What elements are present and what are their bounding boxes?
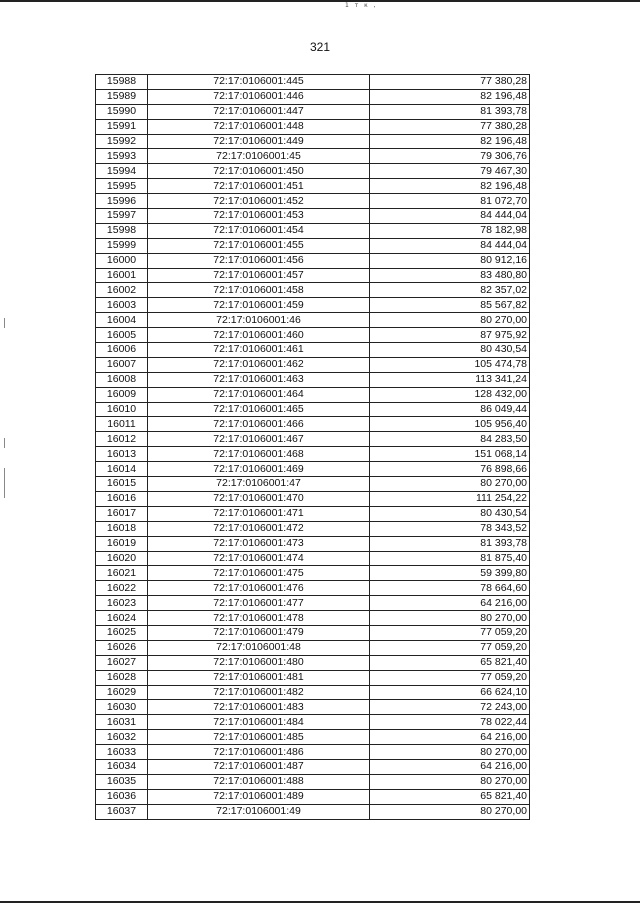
cadastral-number-cell: 72:17:0106001:475	[148, 566, 370, 581]
row-number-cell: 16014	[96, 462, 148, 477]
table-row	[96, 596, 530, 611]
table-row	[96, 521, 530, 536]
table-row	[96, 134, 530, 149]
cadastral-value-cell: 80 912,16	[370, 253, 530, 268]
cadastral-number-cell: 72:17:0106001:449	[148, 134, 370, 149]
table-row	[96, 745, 530, 760]
cadastral-number-cell: 72:17:0106001:478	[148, 611, 370, 626]
cadastral-value-cell: 77 059,20	[370, 625, 530, 640]
row-number-cell: 16016	[96, 491, 148, 506]
cadastral-value-cell: 66 624,10	[370, 685, 530, 700]
row-number-cell: 16013	[96, 447, 148, 462]
cadastral-number-cell: 72:17:0106001:474	[148, 551, 370, 566]
cadastral-number-cell: 72:17:0106001:483	[148, 700, 370, 715]
row-number-cell: 15994	[96, 164, 148, 179]
row-number-cell: 16020	[96, 551, 148, 566]
cadastral-number-cell: 72:17:0106001:453	[148, 209, 370, 224]
table-row	[96, 462, 530, 477]
table-row	[96, 238, 530, 253]
cadastral-value-cell: 80 270,00	[370, 477, 530, 492]
table-row	[96, 759, 530, 774]
cadastral-value-cell: 64 216,00	[370, 759, 530, 774]
cadastral-number-cell: 72:17:0106001:446	[148, 89, 370, 104]
cadastral-number-cell: 72:17:0106001:470	[148, 491, 370, 506]
table-row	[96, 89, 530, 104]
row-number-cell: 16000	[96, 253, 148, 268]
cadastral-number-cell: 72:17:0106001:473	[148, 536, 370, 551]
cadastral-number-cell: 72:17:0106001:448	[148, 119, 370, 134]
table-row	[96, 506, 530, 521]
row-number-cell: 16018	[96, 521, 148, 536]
cadastral-number-cell: 72:17:0106001:464	[148, 387, 370, 402]
row-number-cell: 16026	[96, 640, 148, 655]
row-number-cell: 16037	[96, 804, 148, 819]
cadastral-value-cell: 80 270,00	[370, 611, 530, 626]
cadastral-value-cell: 82 357,02	[370, 283, 530, 298]
row-number-cell: 16010	[96, 402, 148, 417]
cadastral-value-cell: 82 196,48	[370, 179, 530, 194]
cadastral-number-cell: 72:17:0106001:480	[148, 655, 370, 670]
table-row	[96, 432, 530, 447]
cadastral-value-cell: 86 049,44	[370, 402, 530, 417]
cadastral-value-cell: 78 182,98	[370, 223, 530, 238]
cadastral-number-cell: 72:17:0106001:484	[148, 715, 370, 730]
table-row	[96, 179, 530, 194]
row-number-cell: 16023	[96, 596, 148, 611]
row-number-cell: 16015	[96, 477, 148, 492]
table-row	[96, 164, 530, 179]
cadastral-value-cell: 77 380,28	[370, 75, 530, 90]
table-row	[96, 730, 530, 745]
cadastral-number-cell: 72:17:0106001:461	[148, 343, 370, 358]
row-number-cell: 15992	[96, 134, 148, 149]
cadastral-value-cell: 82 196,48	[370, 89, 530, 104]
row-number-cell: 16024	[96, 611, 148, 626]
row-number-cell: 16022	[96, 581, 148, 596]
cadastral-number-cell: 72:17:0106001:450	[148, 164, 370, 179]
table-row	[96, 372, 530, 387]
table-row	[96, 491, 530, 506]
cadastral-value-cell: 84 444,04	[370, 209, 530, 224]
row-number-cell: 16028	[96, 670, 148, 685]
cadastral-number-cell: 72:17:0106001:456	[148, 253, 370, 268]
cadastral-number-cell: 72:17:0106001:447	[148, 104, 370, 119]
cadastral-value-cell: 78 664,60	[370, 581, 530, 596]
cadastral-value-cell: 151 068,14	[370, 447, 530, 462]
cadastral-value-cell: 80 270,00	[370, 745, 530, 760]
cadastral-number-cell: 72:17:0106001:489	[148, 789, 370, 804]
cadastral-number-cell: 72:17:0106001:445	[148, 75, 370, 90]
cadastral-number-cell: 72:17:0106001:47	[148, 477, 370, 492]
row-number-cell: 16025	[96, 625, 148, 640]
table-row	[96, 387, 530, 402]
table-row	[96, 551, 530, 566]
cadastral-value-table	[95, 74, 530, 820]
cadastral-value-cell: 84 444,04	[370, 238, 530, 253]
row-number-cell: 15990	[96, 104, 148, 119]
table-row	[96, 402, 530, 417]
cadastral-value-cell: 83 480,80	[370, 268, 530, 283]
cadastral-number-cell: 72:17:0106001:479	[148, 625, 370, 640]
cadastral-number-cell: 72:17:0106001:476	[148, 581, 370, 596]
cadastral-number-cell: 72:17:0106001:459	[148, 298, 370, 313]
cadastral-number-cell: 72:17:0106001:454	[148, 223, 370, 238]
cadastral-number-cell: 72:17:0106001:486	[148, 745, 370, 760]
cadastral-value-cell: 105 956,40	[370, 417, 530, 432]
row-number-cell: 16030	[96, 700, 148, 715]
table-row	[96, 789, 530, 804]
table-row	[96, 625, 530, 640]
cadastral-value-cell: 65 821,40	[370, 789, 530, 804]
cadastral-value-cell: 78 343,52	[370, 521, 530, 536]
table-row	[96, 536, 530, 551]
cadastral-value-cell: 128 432,00	[370, 387, 530, 402]
cadastral-value-cell: 113 341,24	[370, 372, 530, 387]
table-row	[96, 149, 530, 164]
row-number-cell: 16008	[96, 372, 148, 387]
cadastral-value-cell: 72 243,00	[370, 700, 530, 715]
table-row	[96, 804, 530, 819]
cadastral-number-cell: 72:17:0106001:477	[148, 596, 370, 611]
cadastral-value-cell: 82 196,48	[370, 134, 530, 149]
row-number-cell: 16002	[96, 283, 148, 298]
cadastral-number-cell: 72:17:0106001:482	[148, 685, 370, 700]
cadastral-value-cell: 64 216,00	[370, 730, 530, 745]
table-row	[96, 774, 530, 789]
cadastral-number-cell: 72:17:0106001:463	[148, 372, 370, 387]
table-row	[96, 298, 530, 313]
table-row	[96, 75, 530, 90]
table-row	[96, 700, 530, 715]
table-row	[96, 328, 530, 343]
cadastral-value-cell: 80 270,00	[370, 774, 530, 789]
header-mark: 1 т к ,	[345, 2, 378, 9]
cadastral-number-cell: 72:17:0106001:481	[148, 670, 370, 685]
table-row	[96, 357, 530, 372]
page-number: 321	[309, 40, 331, 54]
row-number-cell: 16031	[96, 715, 148, 730]
table-row	[96, 119, 530, 134]
row-number-cell: 16006	[96, 343, 148, 358]
cadastral-number-cell: 72:17:0106001:451	[148, 179, 370, 194]
cadastral-value-cell: 105 474,78	[370, 357, 530, 372]
row-number-cell: 16009	[96, 387, 148, 402]
cadastral-value-cell: 80 270,00	[370, 313, 530, 328]
cadastral-value-cell: 76 898,66	[370, 462, 530, 477]
row-number-cell: 16034	[96, 759, 148, 774]
cadastral-number-cell: 72:17:0106001:49	[148, 804, 370, 819]
row-number-cell: 16005	[96, 328, 148, 343]
table-row	[96, 566, 530, 581]
cadastral-number-cell: 72:17:0106001:458	[148, 283, 370, 298]
margin-tick	[4, 468, 5, 498]
cadastral-number-cell: 72:17:0106001:48	[148, 640, 370, 655]
cadastral-number-cell: 72:17:0106001:472	[148, 521, 370, 536]
cadastral-number-cell: 72:17:0106001:487	[148, 759, 370, 774]
row-number-cell: 16027	[96, 655, 148, 670]
cadastral-number-cell: 72:17:0106001:46	[148, 313, 370, 328]
row-number-cell: 15993	[96, 149, 148, 164]
top-scan-edge	[0, 0, 640, 2]
cadastral-number-cell: 72:17:0106001:467	[148, 432, 370, 447]
bottom-scan-edge	[0, 901, 640, 903]
table-row	[96, 313, 530, 328]
cadastral-number-cell: 72:17:0106001:460	[148, 328, 370, 343]
table-row	[96, 640, 530, 655]
cadastral-value-cell: 77 380,28	[370, 119, 530, 134]
row-number-cell: 15988	[96, 75, 148, 90]
table-row	[96, 417, 530, 432]
row-number-cell: 15989	[96, 89, 148, 104]
table-row	[96, 253, 530, 268]
row-number-cell: 15996	[96, 194, 148, 209]
row-number-cell: 15997	[96, 209, 148, 224]
cadastral-value-cell: 59 399,80	[370, 566, 530, 581]
table-row	[96, 194, 530, 209]
cadastral-number-cell: 72:17:0106001:468	[148, 447, 370, 462]
table-row	[96, 343, 530, 358]
row-number-cell: 16036	[96, 789, 148, 804]
table-body	[96, 75, 530, 820]
cadastral-value-cell: 80 270,00	[370, 804, 530, 819]
row-number-cell: 16019	[96, 536, 148, 551]
cadastral-value-cell: 78 022,44	[370, 715, 530, 730]
row-number-cell: 16017	[96, 506, 148, 521]
cadastral-value-cell: 79 306,76	[370, 149, 530, 164]
row-number-cell: 16007	[96, 357, 148, 372]
row-number-cell: 16032	[96, 730, 148, 745]
row-number-cell: 15991	[96, 119, 148, 134]
cadastral-value-cell: 84 283,50	[370, 432, 530, 447]
table-row	[96, 268, 530, 283]
cadastral-value-cell: 85 567,82	[370, 298, 530, 313]
table-row	[96, 611, 530, 626]
cadastral-number-cell: 72:17:0106001:455	[148, 238, 370, 253]
table-row	[96, 685, 530, 700]
cadastral-value-cell: 81 393,78	[370, 536, 530, 551]
table-row	[96, 283, 530, 298]
table-row	[96, 477, 530, 492]
row-number-cell: 16033	[96, 745, 148, 760]
table-row	[96, 223, 530, 238]
table-row	[96, 104, 530, 119]
table-row	[96, 655, 530, 670]
table-row	[96, 670, 530, 685]
table-row	[96, 209, 530, 224]
cadastral-number-cell: 72:17:0106001:452	[148, 194, 370, 209]
cadastral-number-cell: 72:17:0106001:465	[148, 402, 370, 417]
cadastral-value-cell: 79 467,30	[370, 164, 530, 179]
cadastral-value-cell: 81 393,78	[370, 104, 530, 119]
cadastral-number-cell: 72:17:0106001:488	[148, 774, 370, 789]
cadastral-value-cell: 65 821,40	[370, 655, 530, 670]
cadastral-value-cell: 81 875,40	[370, 551, 530, 566]
margin-tick	[4, 318, 5, 328]
cadastral-value-cell: 81 072,70	[370, 194, 530, 209]
cadastral-number-cell: 72:17:0106001:485	[148, 730, 370, 745]
cadastral-number-cell: 72:17:0106001:457	[148, 268, 370, 283]
cadastral-value-cell: 80 430,54	[370, 343, 530, 358]
table-row	[96, 447, 530, 462]
cadastral-number-cell: 72:17:0106001:462	[148, 357, 370, 372]
table-row	[96, 581, 530, 596]
row-number-cell: 16029	[96, 685, 148, 700]
margin-tick	[4, 438, 5, 448]
cadastral-value-cell: 77 059,20	[370, 640, 530, 655]
cadastral-number-cell: 72:17:0106001:466	[148, 417, 370, 432]
row-number-cell: 15998	[96, 223, 148, 238]
row-number-cell: 15999	[96, 238, 148, 253]
row-number-cell: 16012	[96, 432, 148, 447]
cadastral-value-cell: 111 254,22	[370, 491, 530, 506]
cadastral-number-cell: 72:17:0106001:45	[148, 149, 370, 164]
row-number-cell: 16011	[96, 417, 148, 432]
row-number-cell: 16001	[96, 268, 148, 283]
cadastral-number-cell: 72:17:0106001:471	[148, 506, 370, 521]
cadastral-number-cell: 72:17:0106001:469	[148, 462, 370, 477]
row-number-cell: 16003	[96, 298, 148, 313]
cadastral-value-cell: 80 430,54	[370, 506, 530, 521]
table-row	[96, 715, 530, 730]
row-number-cell: 16035	[96, 774, 148, 789]
cadastral-value-cell: 64 216,00	[370, 596, 530, 611]
cadastral-value-cell: 87 975,92	[370, 328, 530, 343]
row-number-cell: 15995	[96, 179, 148, 194]
row-number-cell: 16004	[96, 313, 148, 328]
cadastral-value-cell: 77 059,20	[370, 670, 530, 685]
row-number-cell: 16021	[96, 566, 148, 581]
